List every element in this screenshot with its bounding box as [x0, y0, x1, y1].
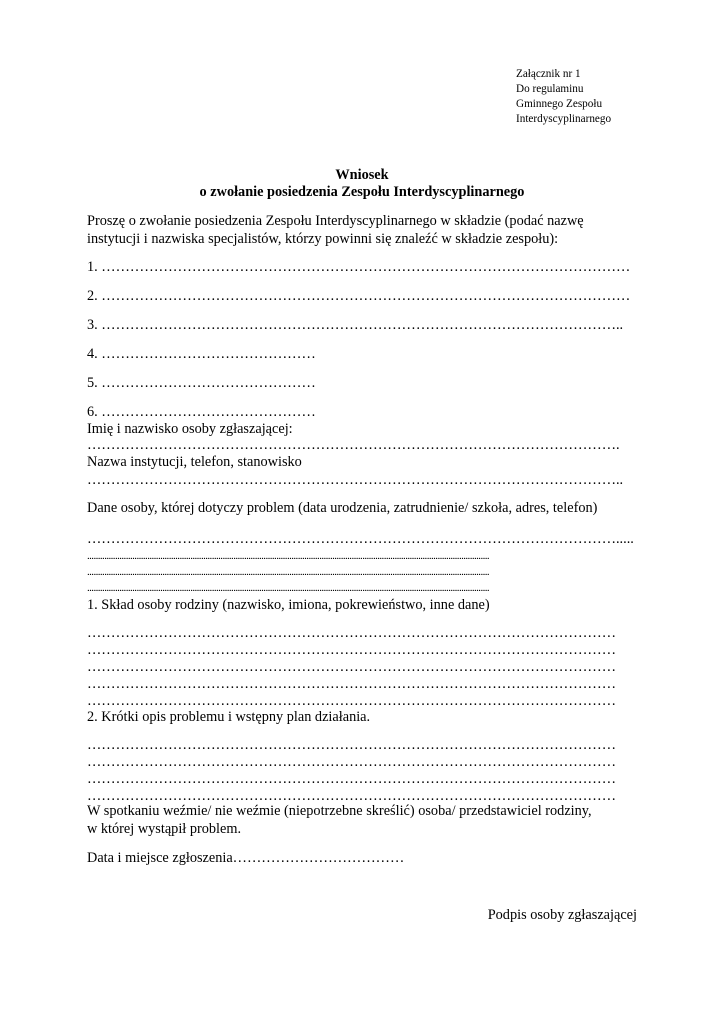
applicant-field[interactable]: ………………………………………………………………………………………………….: [87, 437, 620, 453]
signature-label: Podpis osoby zgłaszającej: [487, 907, 637, 923]
document-title: Wniosek: [335, 167, 389, 183]
date-place-field[interactable]: Data i miejsce zgłoszenia………………………………: [87, 850, 405, 866]
meeting-text: W spotkaniu weźmie/ nie weźmie (niepotrzebne skreślić) osoba/ przedstawiciel rodziny,: [87, 803, 592, 819]
family-field[interactable]: …………………………………………………………………………………………………: [87, 659, 616, 675]
meeting-text: w której wystąpił problem.: [87, 821, 242, 837]
person-field[interactable]: ………………………………………………………………………………………………….....: [87, 531, 634, 547]
applicant-label: Imię i nazwisko osoby zgłaszającej:: [87, 421, 293, 437]
attachment-line: Interdyscyplinarnego: [516, 113, 612, 125]
institution-label: Nazwa instytucji, telefon, stanowisko: [87, 454, 302, 470]
problem-field[interactable]: …………………………………………………………………………………………………: [87, 754, 616, 770]
document-subtitle: o zwołanie posiedzenia Zespołu Interdyscyplinarnego: [199, 184, 525, 200]
person-field[interactable]: ...........................................................................................................................................................................................: [87, 550, 490, 562]
member-line-4[interactable]: 4. ………………………………………: [87, 346, 316, 362]
member-line-2[interactable]: 2. …………………………………………………………………………………………………: [87, 288, 631, 304]
attachment-line: Załącznik nr 1: [516, 68, 581, 80]
attachment-note: [516, 67, 611, 127]
member-line-5[interactable]: 5. ………………………………………: [87, 375, 316, 391]
intro-text: instytucji i nazwiska specjalistów, którzy powinni się znaleźć w składzie zespołu):: [87, 231, 559, 247]
person-field[interactable]: ...........................................................................................................................................................................................: [87, 582, 490, 594]
institution-field[interactable]: …………………………………………………………………………………………………..: [87, 472, 624, 488]
problem-field[interactable]: …………………………………………………………………………………………………: [87, 737, 616, 753]
problem-label: 2. Krótki opis problemu i wstępny plan działania.: [87, 709, 371, 725]
family-field[interactable]: …………………………………………………………………………………………………: [87, 676, 616, 692]
family-field[interactable]: …………………………………………………………………………………………………: [87, 693, 616, 709]
member-line-1[interactable]: 1. …………………………………………………………………………………………………: [87, 259, 631, 275]
family-field[interactable]: …………………………………………………………………………………………………: [87, 625, 616, 641]
intro-text: Proszę o zwołanie posiedzenia Zespołu Interdyscyplinarnego w składzie (podać nazwę: [87, 213, 584, 229]
problem-field[interactable]: …………………………………………………………………………………………………: [87, 771, 616, 787]
person-field[interactable]: ...........................................................................................................................................................................................: [87, 566, 490, 578]
attachment-line: Gminnego Zespołu: [516, 98, 603, 110]
person-label: Dane osoby, której dotyczy problem (data urodzenia, zatrudnienie/ szkoła, adres, telefon): [87, 500, 598, 516]
problem-field[interactable]: …………………………………………………………………………………………………: [87, 788, 616, 804]
member-line-6[interactable]: 6. ………………………………………: [87, 404, 316, 420]
member-line-3[interactable]: 3. ………………………………………………………………………………………………..: [87, 317, 624, 333]
family-field[interactable]: …………………………………………………………………………………………………: [87, 642, 616, 658]
family-label: 1. Skład osoby rodziny (nazwisko, imiona, pokrewieństwo, inne dane): [87, 597, 490, 613]
attachment-line: Do regulaminu: [516, 83, 584, 95]
